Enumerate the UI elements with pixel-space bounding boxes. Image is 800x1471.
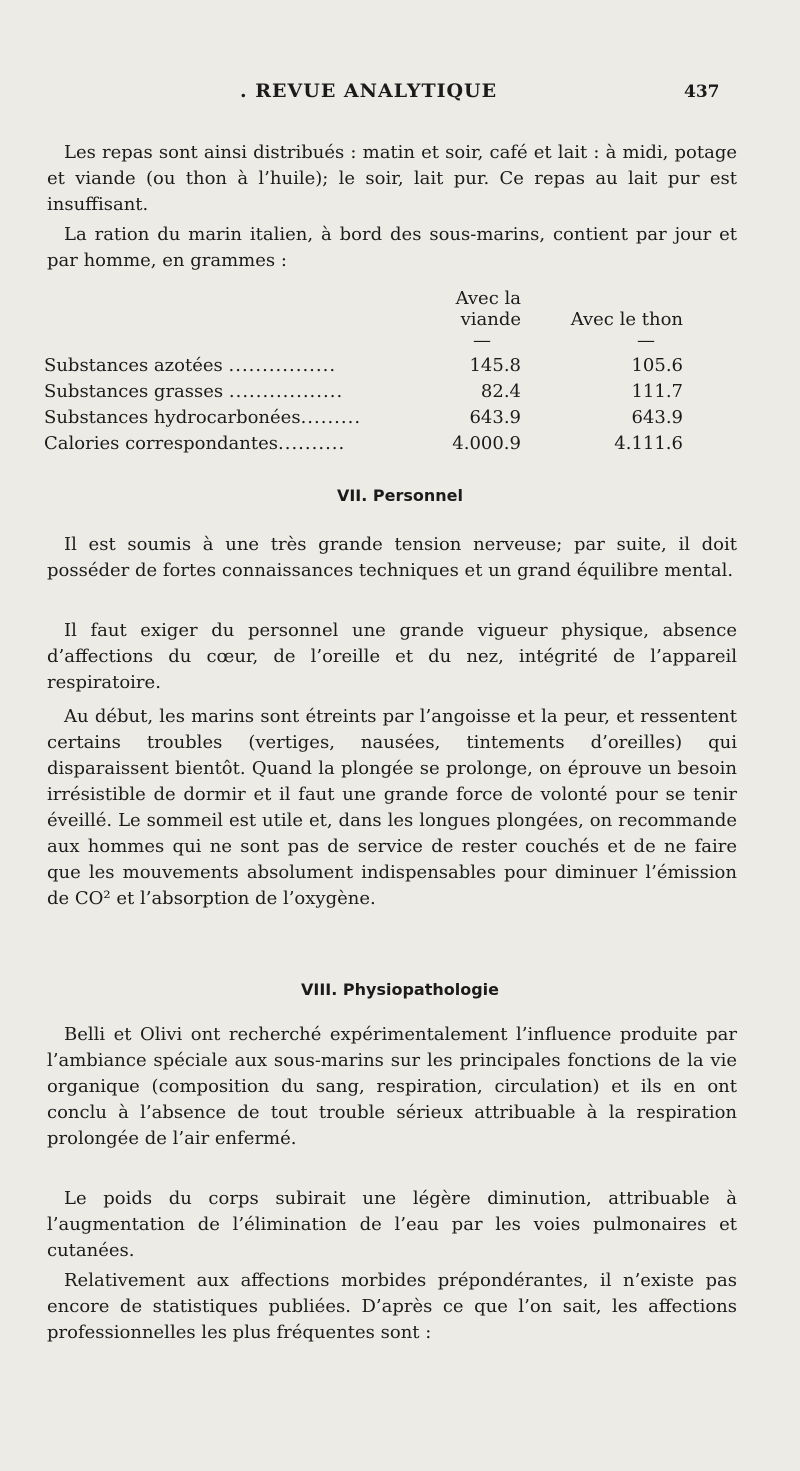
page-number: 437 xyxy=(684,82,720,102)
section-heading-personnel: VII. Personnel xyxy=(336,486,464,505)
value-viande: 145.8 xyxy=(469,354,521,376)
value-viande: 4.000.9 xyxy=(452,432,521,454)
value-thon: 111.7 xyxy=(631,380,683,402)
value-thon: 4.111.6 xyxy=(614,432,683,454)
ration-table xyxy=(44,288,683,456)
value-thon: 643.9 xyxy=(631,406,683,428)
running-header xyxy=(0,80,800,110)
section-heading-physiopathologie: VIII. Physiopathologie xyxy=(301,980,499,999)
ration-table-header xyxy=(44,288,683,330)
dot-leader: ................ xyxy=(228,354,337,376)
personnel-paragraph-1: Il est soumis à une très grande tension nerveuse; par suite, il doit posséder de fortes connaissances techniques et un grand équilibre mental. xyxy=(47,534,737,581)
table-row xyxy=(44,378,683,404)
dash-mark: — xyxy=(637,330,655,351)
ration-table-rule xyxy=(44,330,683,352)
table-row xyxy=(44,404,683,430)
physio-paragraph-3: Relativement aux affections morbides prépondérantes, il n’existe pas encore de statistiques publiées. D’après ce que l’on sait, les affections professionnelles les plus fréquentes sont : xyxy=(47,1270,737,1343)
personnel-paragraph-3: Au début, les marins sont étreints par l’angoisse et la peur, et ressentent certains troubles (vertiges, nausées, tintements d’oreilles) qui disparaissent bientôt. Quand la plongée se prolonge, on éprouve un besoin irrésistible de dormir et il faut une grande force de volonté pour se tenir éveillé. Le sommeil est utile et, dans les longues plongées, on recommande aux hommes qui ne sont pas de service de rester couchés et de ne faire que les mouvements absolument indispensables pour diminuer l’émission de CO² et l’absorption de l’oxygène. xyxy=(47,706,737,909)
physio-paragraph-2: Le poids du corps subirait une légère diminution, attribuable à l’augmentation de l’élimination de l’eau par les voies pulmonaires et cutanées. xyxy=(47,1188,737,1261)
row-label: Substances hydrocarbonées xyxy=(44,406,301,428)
value-thon: 105.6 xyxy=(631,354,683,376)
table-row xyxy=(44,430,683,456)
col-header-viande: Avec la viande xyxy=(455,288,521,330)
header-title: . REVUE ANALYTIQUE xyxy=(240,80,498,102)
row-label: Calories correspondantes xyxy=(44,432,279,454)
intro-paragraph-1: Les repas sont ainsi distribués : matin et soir, café et lait : à midi, potage et viande (ou thon à l’huile); le soir, lait pur. Ce repas au lait pur est insuffisant. xyxy=(47,142,737,215)
dot-leader: ......... xyxy=(300,406,362,428)
row-label: Substances azotées xyxy=(44,354,223,376)
value-viande: 82.4 xyxy=(480,380,521,402)
row-label: Substances grasses xyxy=(44,380,224,402)
physio-paragraph-1: Belli et Olivi ont recherché expérimentalement l’influence produite par l’ambiance spéciale aux sous-marins sur les principales fonctions de la vie organique (composition du sang, respiration, circulation) et ils en ont conclu à l’absence de tout trouble sérieux attribuable à la respiration prolongée de l’air enfermé. xyxy=(47,1024,737,1149)
dash-mark: — xyxy=(473,330,491,351)
personnel-paragraph-2: Il faut exiger du personnel une grande vigueur physique, absence d’affections du cœur, de l’oreille et du nez, intégrité de l’appareil respiratoire. xyxy=(47,620,737,693)
value-viande: 643.9 xyxy=(469,406,521,428)
dot-leader: .......... xyxy=(278,432,346,454)
dot-leader: ................. xyxy=(228,380,344,402)
table-row xyxy=(44,352,683,378)
intro-paragraph-2: La ration du marin italien, à bord des sous-marins, contient par jour et par homme, en grammes : xyxy=(47,224,737,271)
col-header-thon: Avec le thon xyxy=(570,309,683,330)
